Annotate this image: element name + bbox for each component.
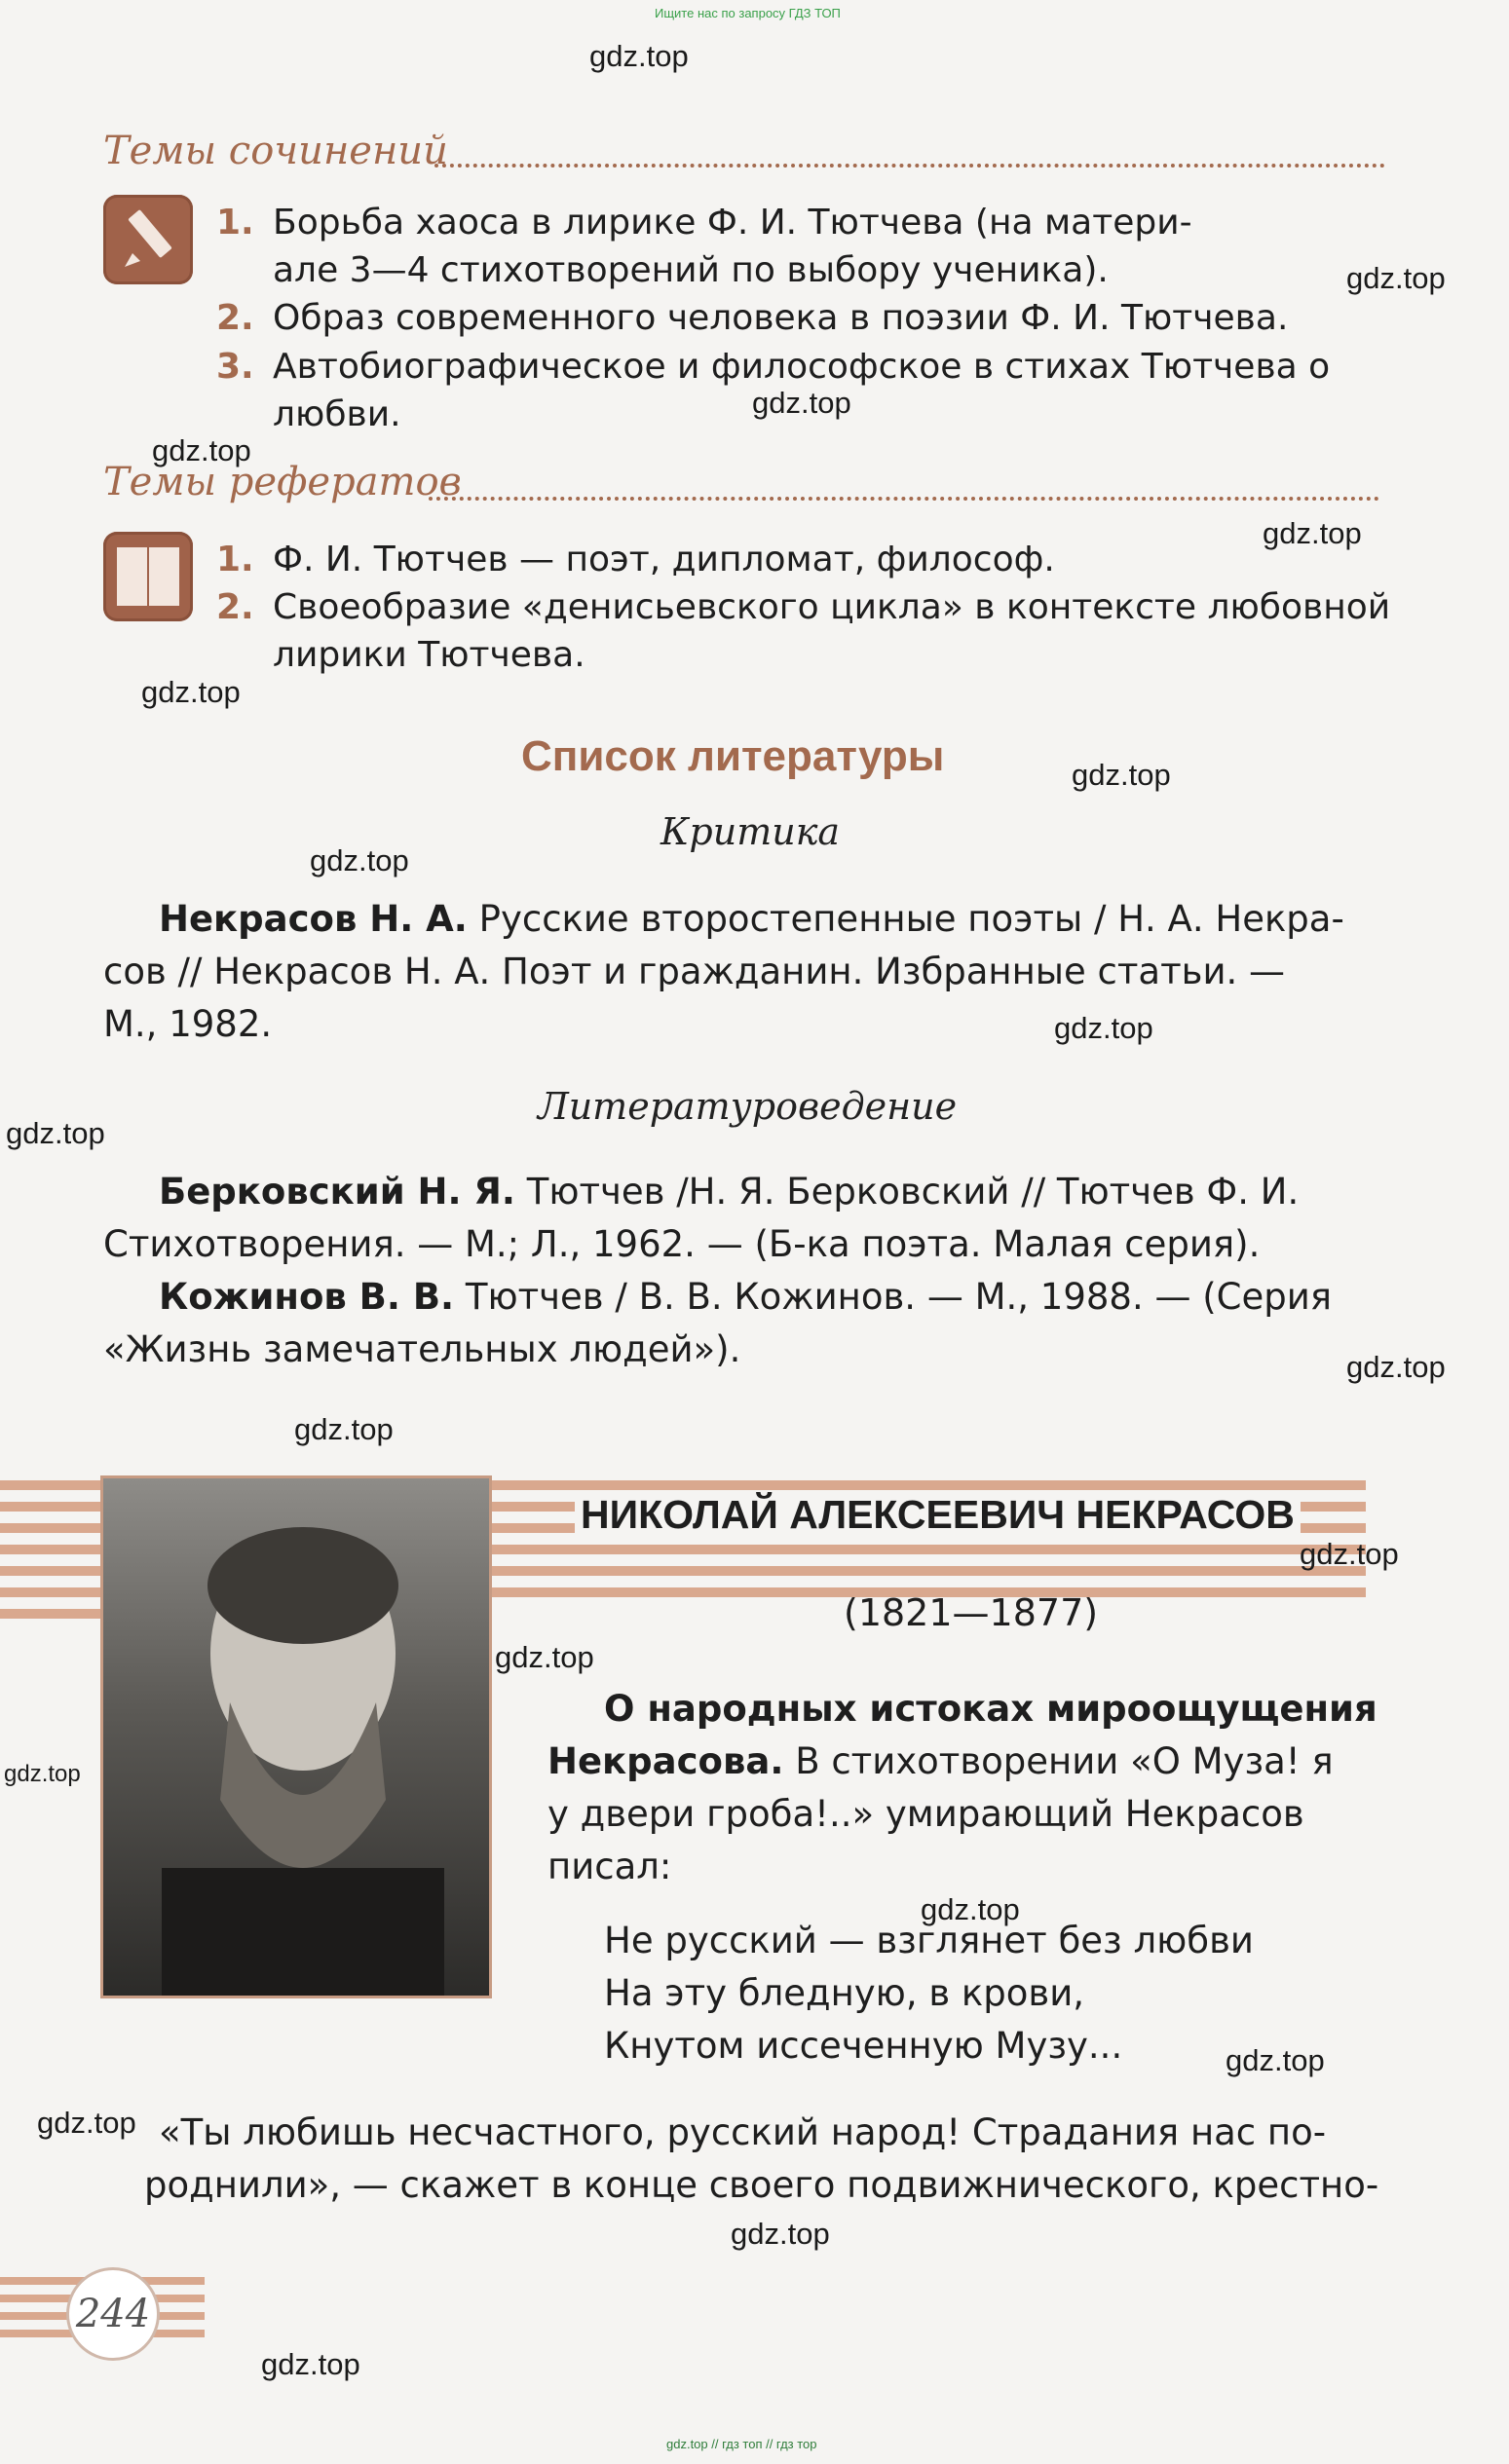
watermark: gdz.top — [294, 1412, 394, 1446]
critique-subtitle: Критика — [660, 810, 841, 853]
entry-text: Тютчев /Н. Я. Берковский // Тютчев Ф. И. — [526, 1171, 1300, 1213]
essay-item-3-line-1: Автобиографическое и философское в стихах Тютчева о — [273, 347, 1331, 387]
watermark: gdz.top — [1346, 261, 1446, 295]
literary-entry1-line-1 — [159, 1171, 1299, 1213]
final-line-1: «Ты любишь несчастного, русский народ! Страдания нас по- — [159, 2111, 1327, 2153]
watermark: gdz.top — [6, 1116, 105, 1150]
intro-bold-word: Некрасова. — [547, 1740, 784, 1782]
entry-author: Некрасов Н. А. — [159, 898, 468, 940]
watermark: gdz.top — [1072, 758, 1171, 792]
watermark: gdz.top — [152, 433, 251, 467]
entry-text: Тютчев / В. В. Кожинов. — М., 1988. — (Серия — [465, 1276, 1333, 1318]
watermark: gdz.top — [1263, 516, 1362, 550]
essay-item-1-line-2: але 3—4 стихотворений по выбору ученика). — [273, 250, 1109, 290]
decorative-stripe — [0, 1502, 103, 1512]
bibliography-title: Список литературы — [521, 732, 945, 780]
decorative-stripe — [489, 1566, 1366, 1576]
nekrasov-portrait — [103, 1478, 489, 1996]
critique-entry-line-1 — [159, 898, 1344, 940]
entry-author: Берковский Н. Я. — [159, 1171, 515, 1213]
dotted-rule — [429, 497, 1379, 501]
watermark: gdz.top — [37, 2106, 136, 2140]
literary-entry1-line-2: Стихотворения. — М.; Л., 1962. — (Б-ка поэта. Малая серия). — [103, 1223, 1261, 1265]
intro-text: В стихотворении «О Муза! я — [795, 1740, 1334, 1782]
essay-number: 3. — [216, 347, 254, 387]
critique-entry-line-2: сов // Некрасов Н. А. Поэт и гражданин. Избранные статьи. — — [103, 951, 1286, 992]
decorative-stripe — [0, 1609, 103, 1619]
watermark: gdz.top — [1300, 1537, 1399, 1571]
critique-entry-line-3: М., 1982. — [103, 1003, 273, 1045]
watermark: gdz.top — [310, 843, 409, 877]
entry-text: Русские второстепенные поэты / Н. А. Некра- — [478, 898, 1344, 940]
dotted-rule — [434, 164, 1385, 168]
poem-line-1: Не русский — взглянет без любви — [604, 1920, 1254, 1961]
intro-line-3: писал: — [547, 1846, 672, 1887]
watermark: gdz.top — [4, 1761, 81, 1787]
watermark: gdz.top — [752, 386, 851, 420]
pencil-icon — [103, 195, 193, 284]
literary-entry2-line-1 — [159, 1276, 1332, 1318]
report-number: 1. — [216, 540, 254, 579]
page-number: 244 — [66, 2267, 160, 2361]
intro-line-2: у двери гроба!..» умирающий Некрасов — [547, 1793, 1304, 1835]
report-item-2-line-2: лирики Тютчева. — [273, 635, 585, 675]
intro-bold-line: О народных истоках мироощущения — [604, 1688, 1377, 1730]
author-years: (1821—1877) — [844, 1591, 1099, 1634]
essays-heading: Темы сочинений — [103, 129, 448, 173]
poem-line-3: Кнутом иссеченную Музу... — [604, 2025, 1123, 2067]
essay-item-2-line-1: Образ современного человека в поэзии Ф. И. Тютчева. — [273, 298, 1289, 338]
watermark: gdz.top — [589, 39, 689, 73]
report-item-1-line-1: Ф. И. Тютчев — поэт, дипломат, философ. — [273, 540, 1055, 579]
decorative-stripe — [0, 1480, 103, 1490]
watermark: gdz.top — [1054, 1011, 1153, 1045]
literary-entry2-line-2: «Жизнь замечательных людей»). — [103, 1328, 741, 1370]
reports-heading: Темы рефератов — [103, 460, 462, 504]
final-line-2: роднили», — скажет в конце своего подвижнического, крестно- — [144, 2164, 1379, 2206]
decorative-stripe — [0, 1566, 103, 1576]
essay-item-1-line-1: Борьба хаоса в лирике Ф. И. Тютчева (на матери- — [273, 203, 1192, 243]
watermark: gdz.top — [495, 1640, 594, 1674]
book-icon — [103, 532, 193, 621]
report-item-2-line-1: Своеобразие «денисьевского цикла» в контексте любовной — [273, 587, 1391, 627]
essay-number: 2. — [216, 298, 254, 338]
top-watermark: Ищите нас по запросу ГДЗ ТОП — [655, 6, 841, 20]
essay-number: 1. — [216, 203, 254, 243]
watermark: gdz.top — [141, 675, 241, 709]
literary-subtitle: Литературоведение — [538, 1085, 958, 1128]
watermark: gdz.top — [1226, 2043, 1325, 2077]
watermark: gdz.top — [1346, 1350, 1446, 1384]
intro-line-1 — [547, 1740, 1334, 1782]
bottom-watermark: gdz.top // гдз топ // гдз тор — [666, 2437, 817, 2451]
report-number: 2. — [216, 587, 254, 627]
decorative-stripe — [489, 1480, 1366, 1490]
watermark: gdz.top — [921, 1892, 1020, 1926]
decorative-stripe — [489, 1545, 1366, 1554]
decorative-stripe — [0, 1523, 103, 1533]
decorative-stripe — [0, 1587, 103, 1597]
watermark: gdz.top — [261, 2347, 360, 2381]
decorative-stripe — [0, 1545, 103, 1554]
poem-line-2: На эту бледную, в крови, — [604, 1972, 1084, 2014]
author-name: НИКОЛАЙ АЛЕКСЕЕВИЧ НЕКРАСОВ — [575, 1492, 1301, 1538]
essay-item-3-line-2: любви. — [273, 394, 401, 434]
entry-author: Кожинов В. В. — [159, 1276, 455, 1318]
watermark: gdz.top — [731, 2217, 830, 2251]
